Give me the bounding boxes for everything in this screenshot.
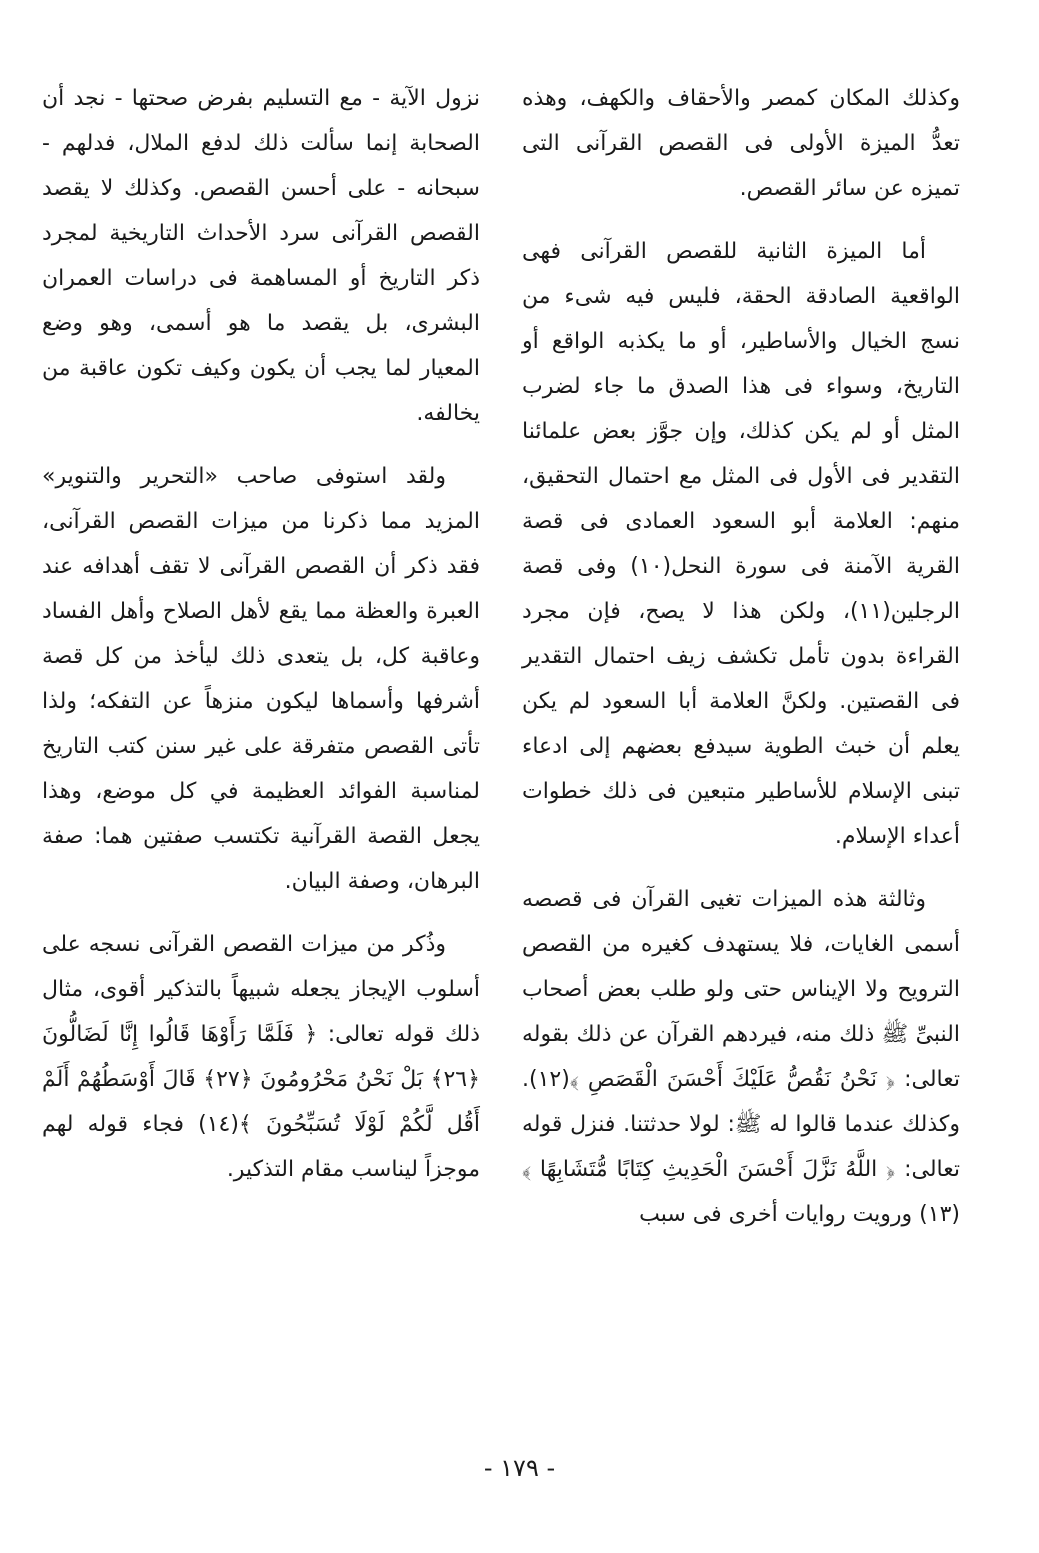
paragraph: وذُكر من ميزات القصص القرآنى نسجه على أسلوب الإيجاز يجعله شبيهاً بالتذكير أقوى، مثال ذلك قوله تعالى: ﴿ فَلَمَّا رَأَوْهَا قَالُوا إِنَّا لَضَالُّونَ ﴿٢٦﴾ بَلْ نَحْنُ مَحْرُومُونَ ﴿٢٧﴾ قَالَ أَوْسَطُهُمْ أَلَمْ أَقُل لَّكُمْ لَوْلَا تُسَبِّحُونَ ﴾(١٤) فجاء قوله لهم موجزاً ليناسب مقام التذكير. — [42, 932, 481, 1182]
paragraph: وثالثة هذه الميزات تغيى القرآن فى قصصه أسمى الغايات، فلا يستهدف كغيره من القصص الترويح ولا الإيناس حتى ولو طلب بعض أصحاب النبىِّ ﷺ ذلك منه، فيردهم القرآن عن ذلك بقوله تعالى: ﴿ نَحْنُ نَقُصُّ عَلَيْكَ أَحْسَنَ الْقَصَصِ ﴾(١٢). وكذلك عندما قالوا له ﷺ: لولا حدثتنا. فنزل قوله تعالى: ﴿ اللَّهُ نَزَّلَ أَحْسَنَ الْحَدِيثِ كِتَابًا مُّتَشَابِهًا ﴾(١٣) ورويت روايات أخرى فى سبب — [522, 887, 960, 1227]
paragraph: وكذلك المكان كمصر والأحقاف والكهف، وهذه تعدُّ الميزة الأولى فى القصص القرآنى التى تميزه عن سائر القصص. — [522, 86, 960, 201]
right-text-column — [522, 76, 960, 1255]
paragraph: أما الميزة الثانية للقصص القرآنى فهى الواقعية الصادقة الحقة، فليس فيه شىء من نسج الخيال والأساطير، أو ما يكذبه الواقع أو التاريخ، وسواء فى هذا الصدق ما جاء لضرب المثل أو لم يكن كذلك، وإن جوَّز بعض علمائنا التقدير فى الأول فى المثل مع احتمال التحقيق، منهم: العلامة أبو السعود العمادى فى قصة القرية الآمنة فى سورة النحل(١٠) وفى قصة الرجلين(١١)، ولكن هذا لا يصح، فإن مجرد القراءة بدون تأمل تكشف زيف احتمال التقدير فى القصتين. ولكنَّ العلامة أبا السعود لم يكن يعلم أن خبث الطوية سيدفع بعضهم إلى ادعاء تبنى الإسلام للأساطير متبعين فى ذلك خطوات أعداء الإسلام. — [522, 239, 960, 849]
page-number: - ١٧٩ - — [483, 1454, 556, 1482]
paragraph: نزول الآية - مع التسليم بفرض صحتها - نجد أن الصحابة إنما سألت ذلك لدفع الملال، فدلهم - سبحانه - على أحسن القصص. وكذلك لا يقصد القصص القرآنى سرد الأحداث التاريخية لمجرد ذكر التاريخ أو المساهمة فى دراسات العمران البشرى، بل يقصد ما هو أسمى، وهو وضع المعيار لما يجب أن يكون وكيف تكون عاقبة من يخالفه. — [42, 86, 480, 426]
left-text-column — [42, 76, 480, 1210]
paragraph: ولقد استوفى صاحب «التحرير والتنوير» المزيد مما ذكرنا من ميزات القصص القرآنى، فقد ذكر أن القصص القرآنى لا تقف أهدافه عند العبرة والعظة مما يقع لأهل الصلاح وأهل الفساد وعاقبة كل، بل يتعدى ذلك ليأخذ من كل قصة أشرفها وأسماها ليكون منزهاً عن التفكه؛ ولذا تأتى القصص متفرقة على غير سنن كتب التاريخ لمناسبة الفوائد العظيمة في كل موضع، وهذا يجعل القصة القرآنية تكتسب صفتين هما: صفة البرهان، وصفة البيان. — [42, 464, 480, 894]
